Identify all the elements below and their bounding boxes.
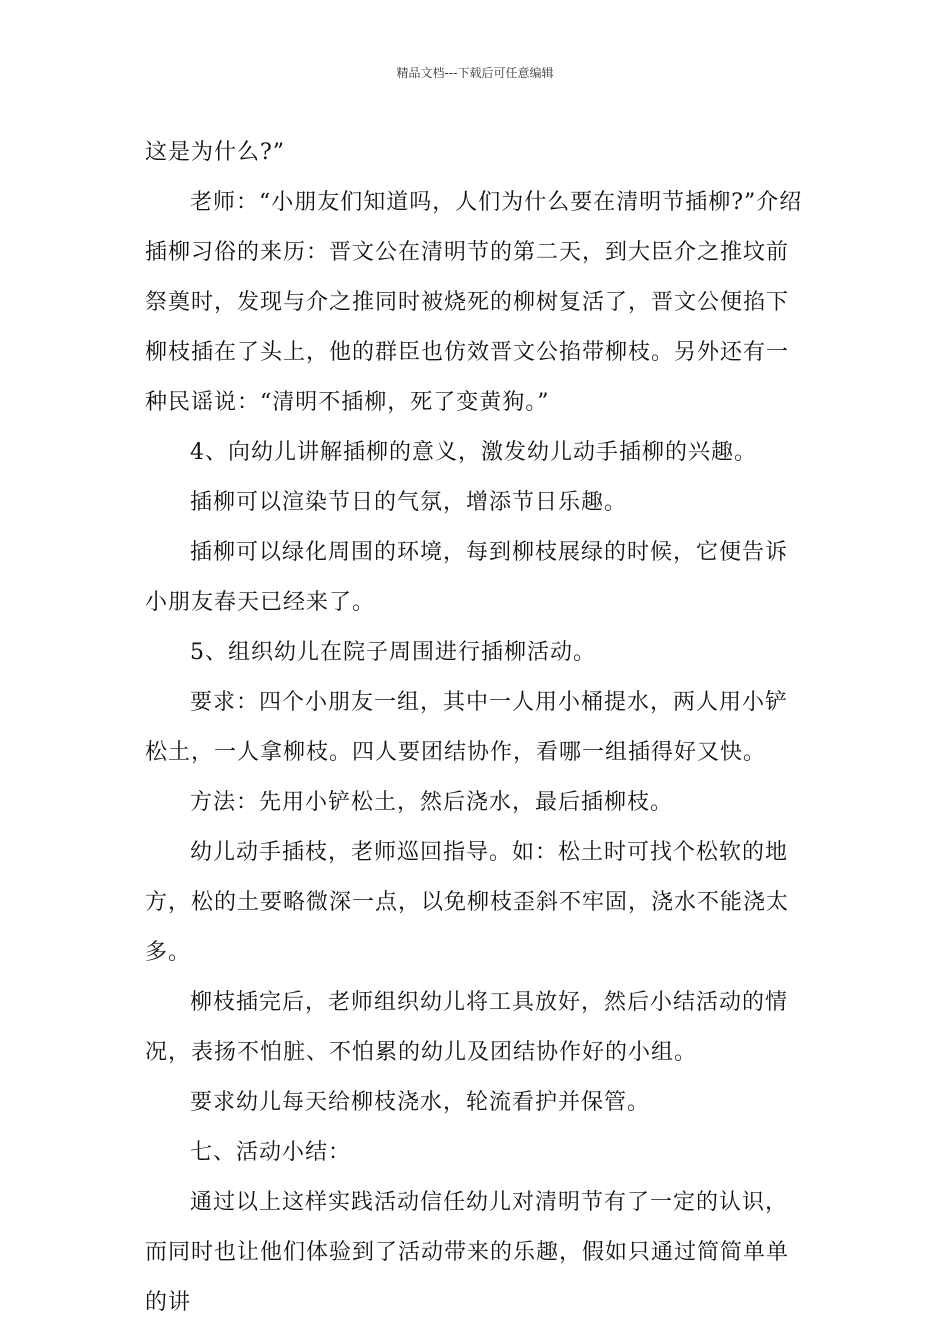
page-header: 精品文档---下载后可任意编辑 bbox=[396, 66, 554, 80]
paragraph-9: 幼儿动手插枝，老师巡回指导。如：松土时可找个松软的地方，松的土要略微深一点，以免柳枝歪斜不牢固，浇水不能浇太多。 bbox=[145, 840, 790, 965]
paragraph-4: 插柳可以渲染节日的气氛，增添节日乐趣。 bbox=[190, 490, 628, 515]
paragraph-13: 通过以上这样实践活动信任幼儿对清明节有了一定的认识，而同时也让他们体验到了活动带来的乐趣，假如只通过简简单单的讲 bbox=[145, 1190, 790, 1315]
paragraph-10: 柳枝插完后，老师组织幼儿将工具放好，然后小结活动的情况，表扬不怕脏、不怕累的幼儿及团结协作好的小组。 bbox=[145, 990, 789, 1065]
paragraph-1: 这是为什么?” bbox=[145, 140, 286, 165]
paragraph-5: 插柳可以绿化周围的环境，每到柳枝展绿的时候，它便告诉小朋友春天已经来了。 bbox=[145, 540, 789, 615]
section-heading-summary: 七、活动小结： bbox=[190, 1140, 352, 1165]
paragraph-3: 4、向幼儿讲解插柳的意义，激发幼儿动手插柳的兴趣。 bbox=[190, 440, 757, 465]
paragraph-7: 要求：四个小朋友一组，其中一人用小桶提水，两人用小铲松土，一人拿柳枝。四人要团结协作，看哪一组插得好又快。 bbox=[145, 690, 789, 765]
paragraph-6: 5、组织幼儿在院子周围进行插柳活动。 bbox=[190, 640, 596, 665]
paragraph-2: 老师：“小朋友们知道吗，人们为什么要在清明节插柳?”介绍插柳习俗的来历：晋文公在清明节的第二天，到大臣介之推坟前祭奠时，发现与介之推同时被烧死的柳树复活了，晋文公便掐下柳枝插在了头上，他的群臣也仿效晋文公掐带柳枝。另外还有一种民谣说：“清明不插柳，死了变黄狗。” bbox=[145, 190, 803, 415]
document-body bbox=[145, 128, 807, 1328]
paragraph-8: 方法：先用小铲松土，然后浇水，最后插柳枝。 bbox=[190, 790, 674, 815]
paragraph-11: 要求幼儿每天给柳枝浇水，轮流看护并保管。 bbox=[190, 1090, 651, 1115]
